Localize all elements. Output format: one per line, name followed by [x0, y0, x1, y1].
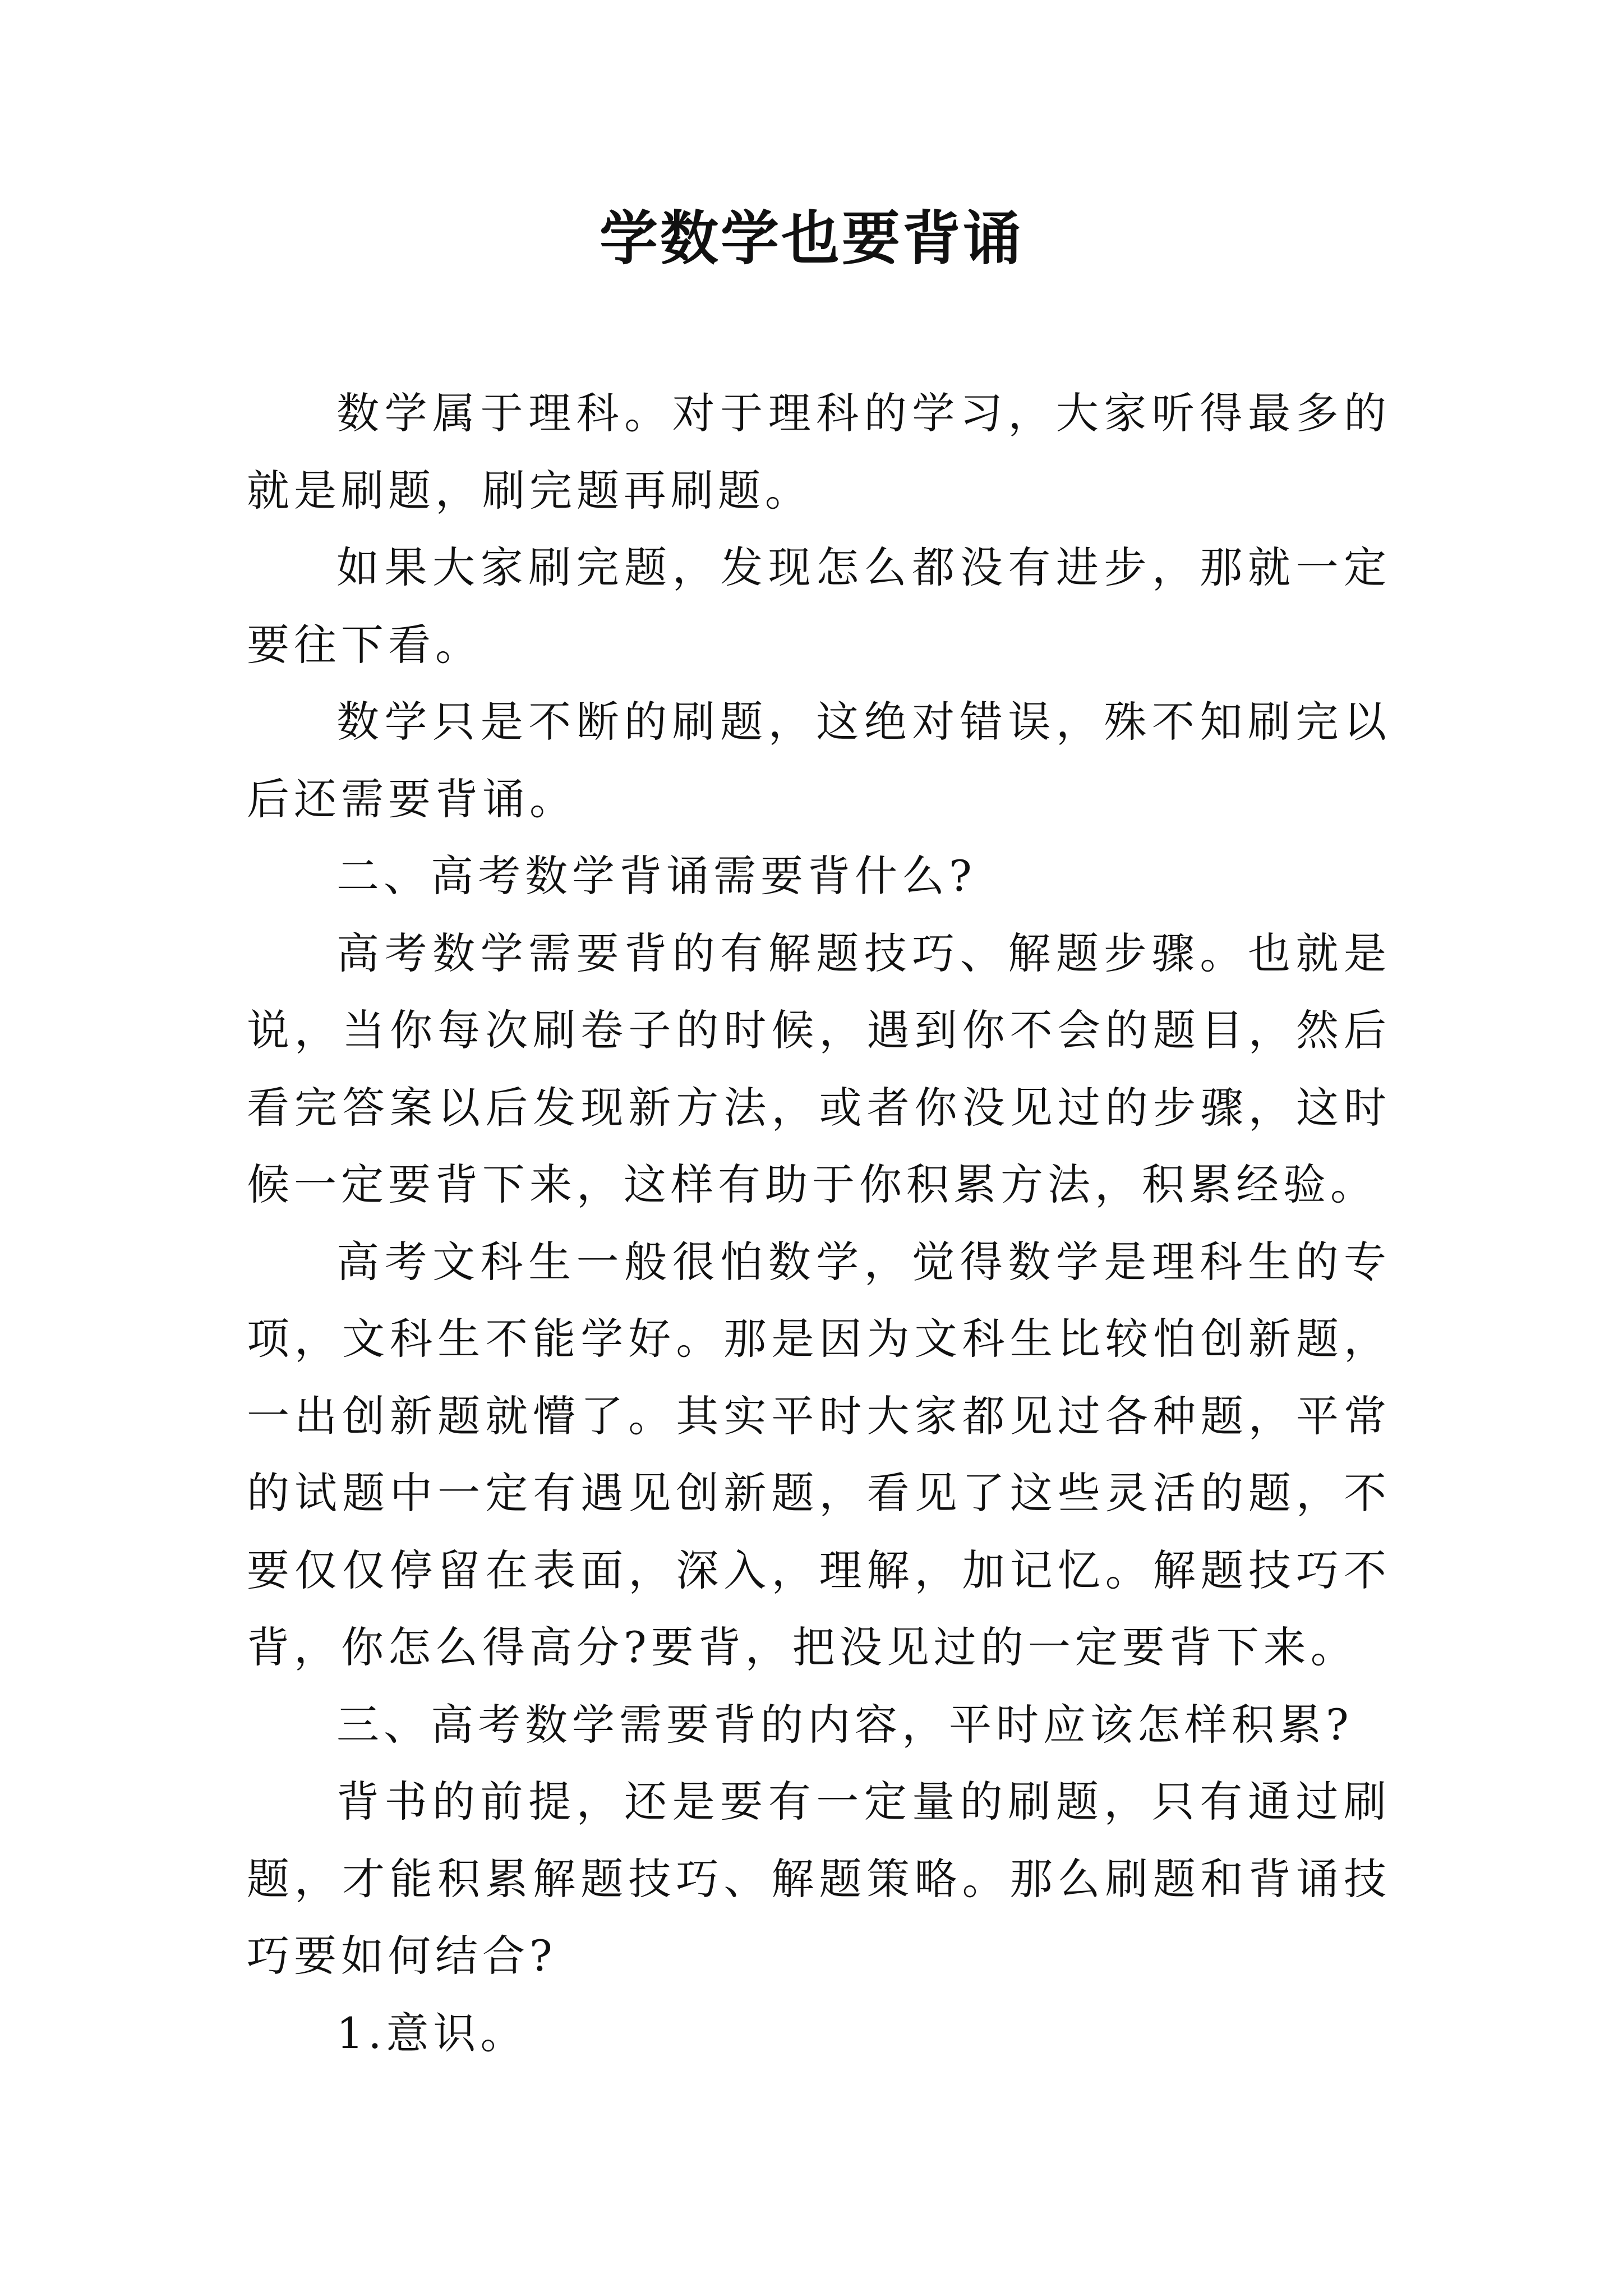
paragraph: 背书的前提，还是要有一定量的刷题，只有通过刷题，才能积累解题技巧、解题策略。那么刷题和背诵技巧要如何结合?: [247, 1777, 1391, 1981]
paragraph: 高考文科生一般很怕数学，觉得数学是理科生的专项，文科生不能学好。那是因为文科生比较怕创新题，一出创新题就懵了。其实平时大家都见过各种题，平常的试题中一定有遇见创新题，看见了这些灵活的题，不要仅仅停留在表面，深入，理解，加记忆。解题技巧不背，你怎么得高分?要背，把没见过的一定要背下来。: [247, 1236, 1391, 1672]
document-body: [247, 375, 1391, 2072]
document-title: 学数学也要背诵: [599, 204, 1023, 273]
paragraph: 数学属于理科。对于理科的学习，大家听得最多的就是刷题，刷完题再刷题。: [247, 388, 1391, 516]
paragraph: 如果大家刷完题，发现怎么都没有进步，那就一定要往下看。: [247, 542, 1391, 670]
section-heading: 三、高考数学需要背的内容，平时应该怎样积累?: [336, 1699, 1353, 1750]
list-item: 1.意识。: [336, 2008, 528, 2058]
section-heading: 二、高考数学背诵需要背什么?: [336, 851, 976, 901]
paragraph: 高考数学需要背的有解题技巧、解题步骤。也就是说，当你每次刷卷子的时候，遇到你不会的题目，然后看完答案以后发现新方法，或者你没见过的步骤，这时候一定要背下来，这样有助于你积累方法，积累经验。: [247, 928, 1391, 1209]
paragraph: 数学只是不断的刷题，这绝对错误，殊不知刷完以后还需要背诵。: [247, 697, 1391, 824]
